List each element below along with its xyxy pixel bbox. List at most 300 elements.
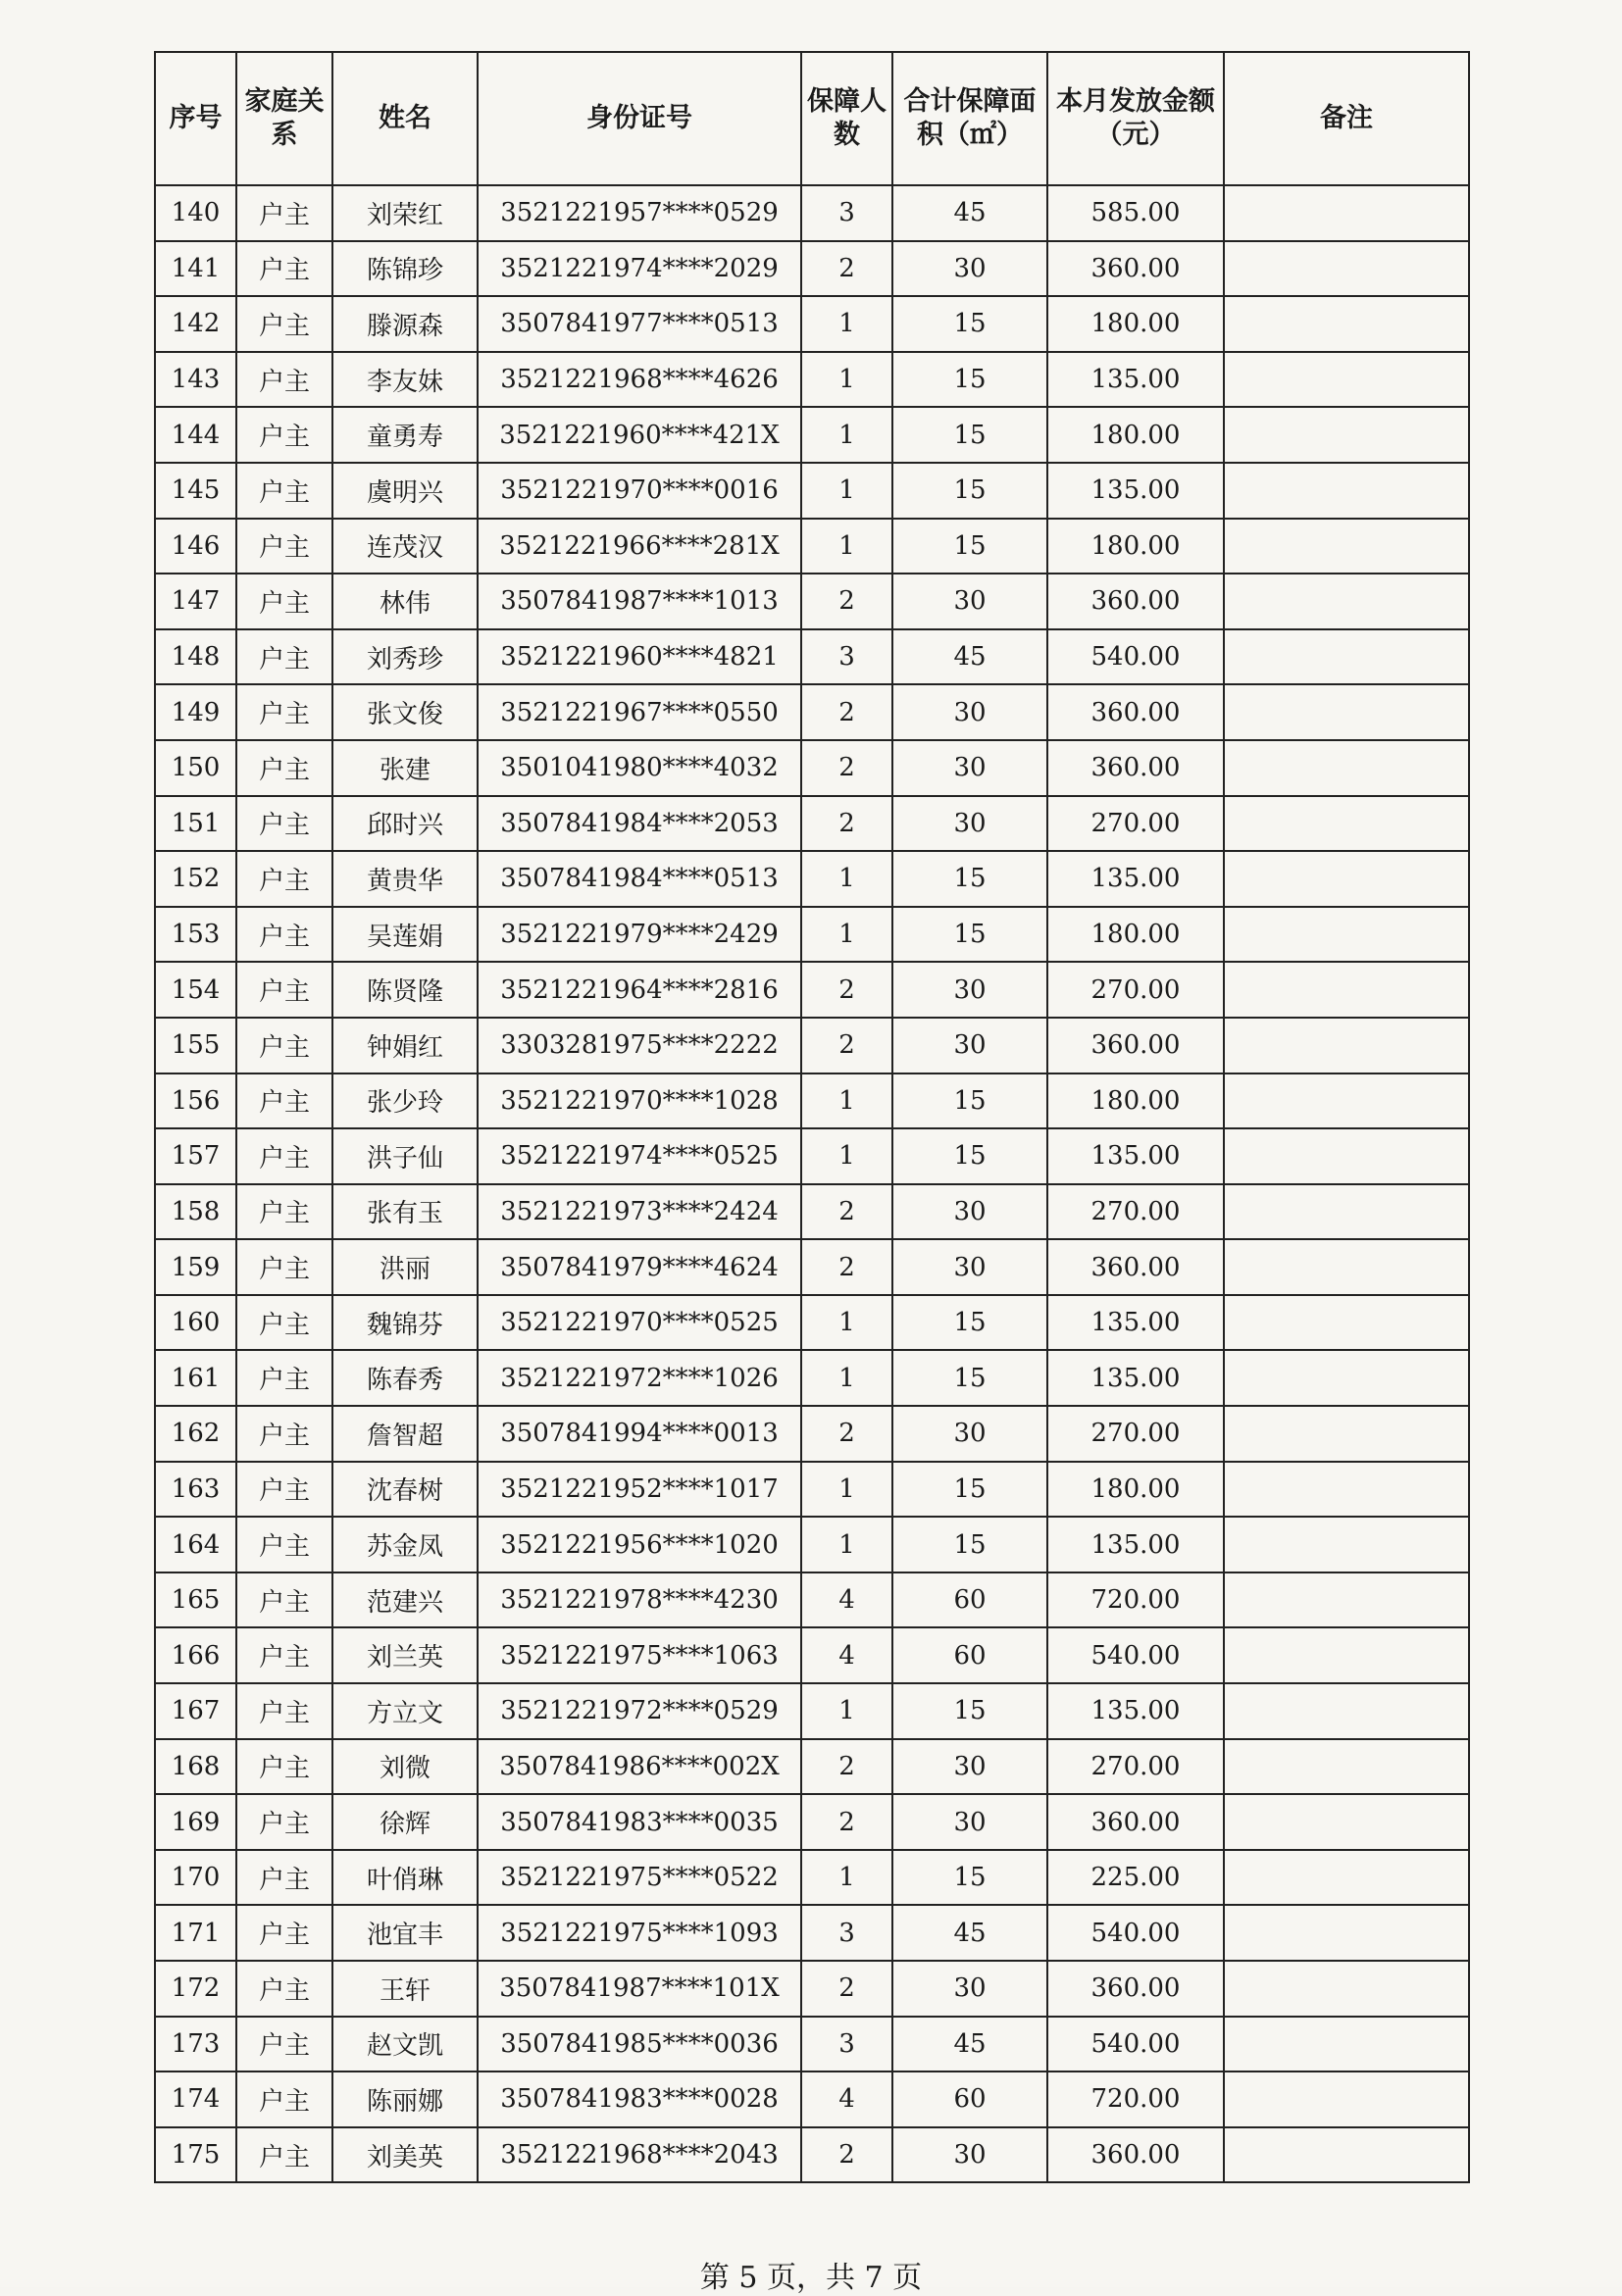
cell-id-number: 3521221960****421X — [478, 407, 801, 463]
cell-id-number: 3507841977****0513 — [478, 296, 801, 352]
cell-id-number: 3521221956****1020 — [478, 1517, 801, 1572]
cell-no: 147 — [155, 574, 236, 629]
cell-relation: 户主 — [236, 962, 332, 1018]
cell-remark — [1224, 519, 1469, 574]
cell-id-number: 3521221952****1017 — [478, 1462, 801, 1518]
cell-relation: 户主 — [236, 185, 332, 241]
cell-id-number: 3521221970****0525 — [478, 1295, 801, 1351]
cell-amount: 135.00 — [1047, 463, 1224, 519]
table-row — [155, 1295, 1469, 1351]
cell-name: 陈锦珍 — [332, 241, 478, 297]
cell-no: 144 — [155, 407, 236, 463]
cell-relation: 户主 — [236, 740, 332, 796]
table-row — [155, 1184, 1469, 1240]
cell-amount: 540.00 — [1047, 1905, 1224, 1961]
cell-relation: 户主 — [236, 1462, 332, 1518]
cell-id-number: 3521221974****0525 — [478, 1128, 801, 1184]
header-area: 合计保障面积（㎡） — [892, 52, 1047, 185]
cell-amount: 270.00 — [1047, 796, 1224, 852]
cell-relation: 户主 — [236, 1794, 332, 1850]
cell-remark — [1224, 1683, 1469, 1739]
cell-amount: 360.00 — [1047, 1018, 1224, 1073]
cell-area: 30 — [892, 1018, 1047, 1073]
cell-no: 141 — [155, 241, 236, 297]
cell-amount: 135.00 — [1047, 851, 1224, 907]
cell-persons: 2 — [801, 962, 892, 1018]
cell-area: 30 — [892, 241, 1047, 297]
cell-persons: 2 — [801, 241, 892, 297]
cell-persons: 4 — [801, 1627, 892, 1683]
cell-amount: 135.00 — [1047, 1683, 1224, 1739]
cell-remark — [1224, 296, 1469, 352]
cell-no: 160 — [155, 1295, 236, 1351]
cell-remark — [1224, 740, 1469, 796]
cell-remark — [1224, 962, 1469, 1018]
cell-no: 149 — [155, 684, 236, 740]
cell-no: 159 — [155, 1239, 236, 1295]
cell-persons: 3 — [801, 185, 892, 241]
cell-area: 30 — [892, 1794, 1047, 1850]
cell-id-number: 3507841983****0035 — [478, 1794, 801, 1850]
cell-remark — [1224, 1517, 1469, 1572]
cell-remark — [1224, 1961, 1469, 2017]
cell-persons: 1 — [801, 463, 892, 519]
cell-remark — [1224, 851, 1469, 907]
cell-persons: 4 — [801, 2071, 892, 2127]
cell-no: 175 — [155, 2127, 236, 2183]
cell-area: 15 — [892, 1350, 1047, 1406]
cell-persons: 3 — [801, 1905, 892, 1961]
cell-id-number: 3521221964****2816 — [478, 962, 801, 1018]
cell-name: 虞明兴 — [332, 463, 478, 519]
cell-name: 沈春树 — [332, 1462, 478, 1518]
cell-persons: 1 — [801, 1073, 892, 1129]
cell-amount: 720.00 — [1047, 1572, 1224, 1628]
cell-no: 171 — [155, 1905, 236, 1961]
cell-name: 刘荣红 — [332, 185, 478, 241]
cell-remark — [1224, 684, 1469, 740]
cell-relation: 户主 — [236, 851, 332, 907]
cell-area: 30 — [892, 740, 1047, 796]
cell-id-number: 3507841984****2053 — [478, 796, 801, 852]
cell-name: 范建兴 — [332, 1572, 478, 1628]
cell-no: 162 — [155, 1406, 236, 1462]
cell-amount: 180.00 — [1047, 1462, 1224, 1518]
cell-name: 叶俏琳 — [332, 1850, 478, 1906]
cell-relation: 户主 — [236, 463, 332, 519]
cell-id-number: 3521221957****0529 — [478, 185, 801, 241]
cell-name: 刘微 — [332, 1739, 478, 1795]
cell-persons: 1 — [801, 1350, 892, 1406]
cell-name: 刘秀珍 — [332, 629, 478, 685]
cell-no: 172 — [155, 1961, 236, 2017]
cell-amount: 180.00 — [1047, 1073, 1224, 1129]
cell-name: 张文俊 — [332, 684, 478, 740]
cell-area: 15 — [892, 1295, 1047, 1351]
cell-no: 166 — [155, 1627, 236, 1683]
cell-no: 163 — [155, 1462, 236, 1518]
cell-remark — [1224, 2017, 1469, 2072]
cell-area: 15 — [892, 1517, 1047, 1572]
cell-persons: 1 — [801, 1850, 892, 1906]
cell-amount: 180.00 — [1047, 296, 1224, 352]
cell-amount: 360.00 — [1047, 241, 1224, 297]
cell-amount: 270.00 — [1047, 1406, 1224, 1462]
cell-no: 143 — [155, 352, 236, 408]
cell-no: 156 — [155, 1073, 236, 1129]
table-row — [155, 1739, 1469, 1795]
cell-amount: 360.00 — [1047, 684, 1224, 740]
cell-amount: 135.00 — [1047, 1128, 1224, 1184]
cell-remark — [1224, 907, 1469, 963]
cell-name: 黄贵华 — [332, 851, 478, 907]
cell-no: 169 — [155, 1794, 236, 1850]
cell-name: 洪子仙 — [332, 1128, 478, 1184]
cell-id-number: 3507841994****0013 — [478, 1406, 801, 1462]
cell-remark — [1224, 1295, 1469, 1351]
cell-persons: 1 — [801, 1517, 892, 1572]
cell-relation: 户主 — [236, 296, 332, 352]
cell-no: 140 — [155, 185, 236, 241]
cell-relation: 户主 — [236, 1572, 332, 1628]
cell-no: 148 — [155, 629, 236, 685]
cell-relation: 户主 — [236, 1850, 332, 1906]
cell-remark — [1224, 1406, 1469, 1462]
cell-no: 152 — [155, 851, 236, 907]
header-row — [155, 52, 1469, 185]
cell-amount: 225.00 — [1047, 1850, 1224, 1906]
cell-relation: 户主 — [236, 2127, 332, 2183]
cell-amount: 540.00 — [1047, 2017, 1224, 2072]
table-row — [155, 185, 1469, 241]
cell-area: 15 — [892, 907, 1047, 963]
cell-persons: 2 — [801, 796, 892, 852]
cell-amount: 135.00 — [1047, 1350, 1224, 1406]
header-relation: 家庭关系 — [236, 52, 332, 185]
cell-name: 洪丽 — [332, 1239, 478, 1295]
cell-relation: 户主 — [236, 241, 332, 297]
cell-persons: 1 — [801, 1295, 892, 1351]
cell-no: 150 — [155, 740, 236, 796]
cell-id-number: 3521221960****4821 — [478, 629, 801, 685]
cell-remark — [1224, 1350, 1469, 1406]
cell-remark — [1224, 1739, 1469, 1795]
table-row — [155, 1850, 1469, 1906]
cell-persons: 4 — [801, 1572, 892, 1628]
table-row — [155, 740, 1469, 796]
cell-area: 15 — [892, 1850, 1047, 1906]
cell-id-number: 3521221975****0522 — [478, 1850, 801, 1906]
cell-amount: 540.00 — [1047, 1627, 1224, 1683]
table-row — [155, 1961, 1469, 2017]
cell-name: 张有玉 — [332, 1184, 478, 1240]
cell-id-number: 3521221970****1028 — [478, 1073, 801, 1129]
cell-name: 詹智超 — [332, 1406, 478, 1462]
header-remark: 备注 — [1224, 52, 1469, 185]
cell-name: 刘兰英 — [332, 1627, 478, 1683]
cell-persons: 2 — [801, 1184, 892, 1240]
header-no: 序号 — [155, 52, 236, 185]
cell-id-number: 3507841979****4624 — [478, 1239, 801, 1295]
cell-amount: 135.00 — [1047, 1295, 1224, 1351]
cell-amount: 360.00 — [1047, 574, 1224, 629]
cell-name: 张建 — [332, 740, 478, 796]
cell-persons: 1 — [801, 851, 892, 907]
cell-amount: 180.00 — [1047, 907, 1224, 963]
cell-name: 陈贤隆 — [332, 962, 478, 1018]
cell-area: 45 — [892, 1905, 1047, 1961]
header-name: 姓名 — [332, 52, 478, 185]
cell-relation: 户主 — [236, 2017, 332, 2072]
cell-persons: 2 — [801, 1018, 892, 1073]
cell-area: 15 — [892, 1128, 1047, 1184]
cell-id-number: 3521221975****1063 — [478, 1627, 801, 1683]
cell-amount: 360.00 — [1047, 1794, 1224, 1850]
header-persons: 保障人数 — [801, 52, 892, 185]
table-row — [155, 962, 1469, 1018]
cell-no: 157 — [155, 1128, 236, 1184]
table-row — [155, 2017, 1469, 2072]
cell-name: 邱时兴 — [332, 796, 478, 852]
cell-id-number: 3521221968****4626 — [478, 352, 801, 408]
cell-id-number: 3521221974****2029 — [478, 241, 801, 297]
subsidy-roster-table — [154, 51, 1470, 2183]
cell-id-number: 3507841983****0028 — [478, 2071, 801, 2127]
cell-persons: 2 — [801, 574, 892, 629]
cell-no: 151 — [155, 796, 236, 852]
cell-no: 167 — [155, 1683, 236, 1739]
cell-relation: 户主 — [236, 1350, 332, 1406]
cell-remark — [1224, 185, 1469, 241]
cell-area: 60 — [892, 1627, 1047, 1683]
cell-relation: 户主 — [236, 1627, 332, 1683]
table-row — [155, 574, 1469, 629]
cell-area: 45 — [892, 2017, 1047, 2072]
cell-relation: 户主 — [236, 1961, 332, 2017]
cell-id-number: 3521221970****0016 — [478, 463, 801, 519]
cell-persons: 2 — [801, 1961, 892, 2017]
cell-area: 15 — [892, 407, 1047, 463]
cell-area: 30 — [892, 962, 1047, 1018]
table-row — [155, 796, 1469, 852]
table-row — [155, 241, 1469, 297]
cell-area: 15 — [892, 352, 1047, 408]
cell-name: 吴莲娟 — [332, 907, 478, 963]
cell-name: 苏金凤 — [332, 1517, 478, 1572]
cell-name: 连茂汉 — [332, 519, 478, 574]
cell-no: 161 — [155, 1350, 236, 1406]
cell-remark — [1224, 241, 1469, 297]
cell-amount: 180.00 — [1047, 407, 1224, 463]
page-number: 第 5 页，共 7 页 — [699, 2261, 923, 2295]
table-row — [155, 1462, 1469, 1518]
cell-amount: 270.00 — [1047, 1184, 1224, 1240]
cell-remark — [1224, 2127, 1469, 2183]
cell-relation: 户主 — [236, 1239, 332, 1295]
cell-name: 张少玲 — [332, 1073, 478, 1129]
cell-name: 王轩 — [332, 1961, 478, 2017]
cell-area: 30 — [892, 1961, 1047, 2017]
cell-name: 魏锦芬 — [332, 1295, 478, 1351]
cell-no: 146 — [155, 519, 236, 574]
table-row — [155, 2071, 1469, 2127]
cell-remark — [1224, 1572, 1469, 1628]
cell-amount: 180.00 — [1047, 519, 1224, 574]
cell-id-number: 3521221979****2429 — [478, 907, 801, 963]
cell-id-number: 3507841985****0036 — [478, 2017, 801, 2072]
cell-name: 陈丽娜 — [332, 2071, 478, 2127]
table-row — [155, 629, 1469, 685]
cell-relation: 户主 — [236, 684, 332, 740]
cell-area: 45 — [892, 185, 1047, 241]
cell-relation: 户主 — [236, 796, 332, 852]
cell-remark — [1224, 574, 1469, 629]
cell-remark — [1224, 629, 1469, 685]
table-row — [155, 519, 1469, 574]
cell-name: 赵文凯 — [332, 2017, 478, 2072]
cell-area: 30 — [892, 1239, 1047, 1295]
cell-remark — [1224, 1239, 1469, 1295]
cell-persons: 2 — [801, 1739, 892, 1795]
cell-area: 15 — [892, 851, 1047, 907]
cell-name: 钟娟红 — [332, 1018, 478, 1073]
cell-relation: 户主 — [236, 1073, 332, 1129]
cell-name: 李友妹 — [332, 352, 478, 408]
cell-remark — [1224, 463, 1469, 519]
table-row — [155, 684, 1469, 740]
table-row — [155, 907, 1469, 963]
cell-amount: 135.00 — [1047, 352, 1224, 408]
cell-relation: 户主 — [236, 1683, 332, 1739]
table-row — [155, 296, 1469, 352]
table-row — [155, 2127, 1469, 2183]
header-amount: 本月发放金额（元） — [1047, 52, 1224, 185]
table-row — [155, 1683, 1469, 1739]
table-row — [155, 463, 1469, 519]
cell-persons: 3 — [801, 2017, 892, 2072]
table-row — [155, 407, 1469, 463]
cell-id-number: 3521221967****0550 — [478, 684, 801, 740]
cell-relation: 户主 — [236, 1295, 332, 1351]
cell-id-number: 3521221973****2424 — [478, 1184, 801, 1240]
cell-persons: 1 — [801, 1128, 892, 1184]
cell-area: 15 — [892, 1683, 1047, 1739]
table-row — [155, 1572, 1469, 1628]
cell-persons: 2 — [801, 1794, 892, 1850]
cell-remark — [1224, 1128, 1469, 1184]
cell-persons: 1 — [801, 907, 892, 963]
cell-amount: 360.00 — [1047, 1961, 1224, 2017]
cell-no: 155 — [155, 1018, 236, 1073]
cell-no: 174 — [155, 2071, 236, 2127]
cell-persons: 1 — [801, 352, 892, 408]
cell-name: 刘美英 — [332, 2127, 478, 2183]
table-row — [155, 1073, 1469, 1129]
cell-relation: 户主 — [236, 1517, 332, 1572]
cell-relation: 户主 — [236, 1905, 332, 1961]
cell-remark — [1224, 2071, 1469, 2127]
cell-no: 164 — [155, 1517, 236, 1572]
cell-relation: 户主 — [236, 352, 332, 408]
cell-no: 165 — [155, 1572, 236, 1628]
cell-id-number: 3507841987****101X — [478, 1961, 801, 2017]
table-body — [155, 185, 1469, 2182]
cell-area: 30 — [892, 574, 1047, 629]
table-row — [155, 1018, 1469, 1073]
cell-relation: 户主 — [236, 1018, 332, 1073]
cell-area: 15 — [892, 1073, 1047, 1129]
table-row — [155, 1627, 1469, 1683]
cell-amount: 360.00 — [1047, 740, 1224, 796]
cell-persons: 1 — [801, 296, 892, 352]
cell-name: 陈春秀 — [332, 1350, 478, 1406]
cell-amount: 360.00 — [1047, 1239, 1224, 1295]
cell-relation: 户主 — [236, 629, 332, 685]
cell-remark — [1224, 1184, 1469, 1240]
cell-area: 15 — [892, 1462, 1047, 1518]
cell-name: 童勇寿 — [332, 407, 478, 463]
cell-persons: 3 — [801, 629, 892, 685]
cell-area: 15 — [892, 296, 1047, 352]
cell-id-number: 3521221972****0529 — [478, 1683, 801, 1739]
cell-remark — [1224, 1850, 1469, 1906]
cell-relation: 户主 — [236, 1739, 332, 1795]
cell-amount: 720.00 — [1047, 2071, 1224, 2127]
cell-name: 滕源森 — [332, 296, 478, 352]
table-row — [155, 1128, 1469, 1184]
cell-id-number: 3521221968****2043 — [478, 2127, 801, 2183]
cell-no: 170 — [155, 1850, 236, 1906]
cell-no: 153 — [155, 907, 236, 963]
cell-remark — [1224, 796, 1469, 852]
cell-remark — [1224, 1018, 1469, 1073]
table-row — [155, 1406, 1469, 1462]
cell-area: 30 — [892, 1739, 1047, 1795]
cell-relation: 户主 — [236, 1128, 332, 1184]
cell-persons: 1 — [801, 1462, 892, 1518]
table-row — [155, 1517, 1469, 1572]
cell-id-number: 3521221972****1026 — [478, 1350, 801, 1406]
table-row — [155, 1239, 1469, 1295]
cell-relation: 户主 — [236, 907, 332, 963]
cell-persons: 2 — [801, 2127, 892, 2183]
cell-relation: 户主 — [236, 574, 332, 629]
cell-relation: 户主 — [236, 2071, 332, 2127]
header-id-number: 身份证号 — [478, 52, 801, 185]
table-row — [155, 352, 1469, 408]
cell-relation: 户主 — [236, 407, 332, 463]
cell-name: 林伟 — [332, 574, 478, 629]
cell-name: 徐辉 — [332, 1794, 478, 1850]
cell-area: 15 — [892, 463, 1047, 519]
cell-area: 15 — [892, 519, 1047, 574]
cell-remark — [1224, 1905, 1469, 1961]
cell-no: 168 — [155, 1739, 236, 1795]
table-row — [155, 1350, 1469, 1406]
cell-no: 154 — [155, 962, 236, 1018]
cell-id-number: 3507841984****0513 — [478, 851, 801, 907]
cell-amount: 585.00 — [1047, 185, 1224, 241]
cell-persons: 1 — [801, 407, 892, 463]
cell-id-number: 3507841986****002X — [478, 1739, 801, 1795]
cell-area: 45 — [892, 629, 1047, 685]
table-row — [155, 1905, 1469, 1961]
cell-id-number: 3501041980****4032 — [478, 740, 801, 796]
cell-remark — [1224, 1462, 1469, 1518]
cell-no: 158 — [155, 1184, 236, 1240]
cell-amount: 135.00 — [1047, 1517, 1224, 1572]
cell-amount: 270.00 — [1047, 962, 1224, 1018]
